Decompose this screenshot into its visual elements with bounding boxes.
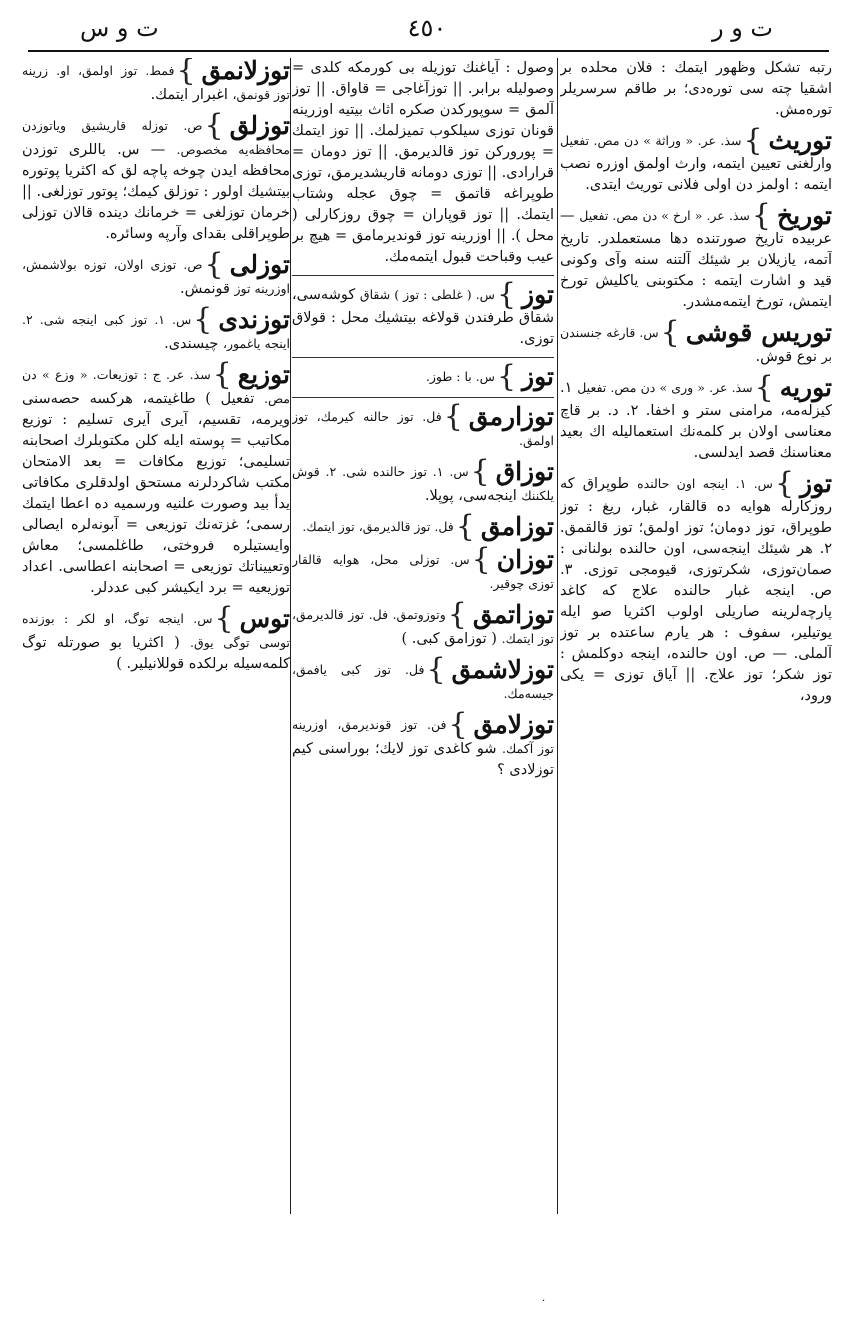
entry-separator [292,397,554,398]
entry-headword: توس [239,604,290,633]
brace-glyph: } [455,509,475,544]
dictionary-entry [22,302,290,355]
dictionary-entry [560,198,832,313]
dictionary-entry [292,597,554,650]
entry-definition: تفعيل ) طاغيتمه، هركسه حصه‌سنی ويرمه، تقسيم، آيری آيری تسليم : توزيع مكاتيب = پوسته ايله كلن مكتوبلرك اصحابنه تسليمی؛ توزيع مكافات = بعد الامتحان مكتب شاكردلرنه مستحق اولدقلری مكافاتی يدأ بيد وصورت علنيه ورسميه ده اعطا ايتمك رسمی؛ غزته‌نك توزيعی = آبونه‌لره ايصالی وايستيلره فروختی، طاغلمسی؛ معاش وتعييناتك توزيعی = اصحابنه اعطاسی. اعداد توزيعيه = برد ايكيشر كبی عددلر. [22,391,290,596]
entry-grammar: س. قارغه جنسندن بر [560,325,832,364]
entry-headword: توزاتمق [472,600,554,629]
entry-grammar: فمط. توز اولمق، او. زرينه توز قونمق، [22,63,290,102]
header-rule [28,50,829,52]
column-right [560,58,832,1234]
entry-grammar: سذ. عر. « ارخ » دن مص. تفعيل [579,208,750,223]
entry-headword: توريس قوشی [685,318,832,347]
brace-glyph: } [743,123,763,158]
brace-glyph: } [212,357,232,392]
brace-glyph: } [751,198,771,233]
brace-glyph: } [470,454,490,489]
page-number: ٤٥٠ [407,14,447,42]
brace-glyph: } [426,652,446,687]
entry-headword: توزيع [237,360,290,389]
entry-headword: توزندی [218,305,290,334]
brace-glyph: } [193,302,213,337]
entry-definition: كوشه‌سی، شقاق طرفندن قولاغه بيتشيك محل : قولاق توزی. [292,287,554,347]
brace-glyph: } [496,359,517,394]
entry-headword: توزان [496,545,554,574]
entry-headword: توريث [768,126,832,155]
dictionary-entry [292,454,554,507]
brace-glyph: } [447,597,467,632]
running-head-right: ت و ر [711,14,773,42]
entry-separator [292,275,554,276]
brace-glyph: } [204,108,224,143]
column-divider [290,58,291,1214]
entry-grammar: فن. توز قونديرمق، اوزرينه توز آكمك. [292,717,554,756]
brace-glyph: } [443,399,463,434]
footer-mark: · [542,1296,546,1307]
entry-headword: توزلی [229,250,290,279]
entry-definition: نوع قوش. [755,349,817,365]
brace-glyph: } [214,601,234,636]
entry-grammar: ص. توزی اولان، توزه بولاشمش، اوزرينه توز [22,257,290,296]
entry-definition: چيسندی. [164,336,219,352]
entry-headword: توزامق [480,512,554,541]
dictionary-entry [22,247,290,300]
dictionary-entry [292,58,554,268]
dictionary-entry [560,315,832,368]
column-left [22,58,290,1234]
dictionary-entry [560,58,832,121]
dictionary-entry [292,359,554,394]
entry-grammar: س. ١. توز كبی اينجه شی. ٢. اينجه ياغمور، [22,312,290,351]
dictionary-entry [560,123,832,196]
entry-grammar: فل. توز حالنه كيرمك، توز اولمق. [292,409,554,448]
dictionary-entry [292,399,554,452]
entry-definition: ( توزامق كبی. ) [401,631,497,647]
entry-grammar: ص. توزله قاريشيق وياتوزدن محافظه‌يه مخصوص. [22,118,290,157]
brace-glyph: } [176,58,196,88]
entry-definition: شو كاغدی توز لايك؛ بوراسنی كيم توزلادی ؟ [292,741,554,778]
entry-headword: توز [800,469,832,498]
entry-definition: طوپراق كه روزكارله هوايه ده قالقار، غبار، ريغ : توز طوپراق، توز دومان؛ توز اولمق؛ توز قالقمق. ٢. هر شيئك اينجه‌سی، اون حالنده بولنانی : صمان‌توزی، شكرتوزی، قيومجی توزی. ٣. ص. اينجه غبار حالنده علاج كه كاغد پارچه‌لرينه صاريلی اولوب اكثريا صو ايله يوتيلير، سفوف : هر يارم ساعتده بر توز آلملی. — ص. اون حالنده، اينجه دوكلمش : توز شكر؛ توز علاج. || آياق توزی = يكی ورود، [560,476,832,704]
entry-grammar: وتوزوتمق. فل. توز قالديرمق، توز ايتمك. [292,607,554,646]
brace-glyph: } [204,247,224,282]
brace-glyph: } [774,466,795,501]
entry-grammar: فل. توز قالديرمق، توز ايتمك. [302,519,454,534]
dictionary-entry [22,108,290,245]
entry-headword: توزارمق [468,402,554,431]
brace-glyph: } [754,370,774,405]
brace-glyph: } [660,315,680,350]
entry-headword: توزلاشمق [451,655,554,684]
entry-definition: وصول : آياغنك توزيله بی كورمكه كلدی = وصوليله برابر. || توزآغاجی = قاواق. || توز آلمق = سوپوركدن صكره اثاث بيتيه اوزرينه قونان توزی سيلكوب تميزلمك. || توز ايتمك = پوروركن توز قالديرمق. || توز دومان = قرارادی. || توزی دومانه قاريشديرمق، توزی طوپراغه قاتمق = چوق عجله وشتاب ايتمك. || توز قوپاران = چوق روزكارلی ( محل ). || اوزرينه توز قونديرمامق = هيچ بر عيب وقباحت قبول ايتمه‌مك. [292,60,554,265]
dictionary-entry [22,58,290,106]
entry-grammar: س. توزلی محل، هوايه قالقار توزی چوقير. [292,552,554,591]
dictionary-entry [292,542,554,595]
entry-grammar: سذ. عر. ج : توزيعات. « وزع » دن مص. [22,367,290,406]
brace-glyph: } [471,542,491,577]
entry-definition: رتبه تشكل وظهور ايتمك : فلان محلده بر اشقيا چته سی توره‌دی؛ بر طاقم سرسريلر تورەمش. [560,60,832,118]
entry-grammar: سذ. عر. « وراثة » دن مص. تفعيل [560,133,742,148]
entry-grammar: س. اينجه توگ، او لكر : بوزنده توسی توگی يوق. [22,611,290,650]
entry-grammar: فل. توز كبی يافمق، جيسه‌مك. [292,662,554,701]
column-middle [292,58,554,1234]
entry-definition: ( اكثريا بو صورتله توگ كلمه‌سيله برلكده قوللانيلير. ) [22,635,290,672]
entry-headword: توريخ [776,201,832,230]
entry-grammar: س. ١. توز حالنده شی. ٢. قوش يلكننك [292,464,554,503]
dictionary-entry [292,509,554,544]
entry-separator [292,357,554,358]
entry-grammar: س. ( غلطی : توز ) شقاق [359,287,495,302]
column-divider [557,58,558,1214]
entry-headword: توريه [779,373,832,402]
dictionary-entry [560,370,832,464]
entry-definition: — س. باللری توزدن محافظه ايدن چوخه پاچه لق كه اكثريا پوتوره بيتشيك اولور : توزلق كيمك؛ پوتور توزلغی. || خرمان توزلغی = خرمانك دينده قالان توزلی طوپراقلی بقدای وآرپه وسائره. [22,142,290,242]
dictionary-entry [560,466,832,707]
brace-glyph: } [448,707,468,742]
entry-definition: اغبرار ايتمك. [150,87,228,103]
entry-definition: ١. كيزله‌مه، مرامنی ستر و اخفا. ٢. د. بر قاچ معناسی اولان بر كلمه‌نك استعمالیله اك بعيد معناسنك قصد ايدلسی. [560,380,832,461]
entry-headword: توزاق [495,457,554,486]
entry-definition: — عربيده تاريخ صورتنده دها مستعملدر. تاريخ آتمه، يازيلان بر شيئك آلتنه سنه وآی وكونی قيد و اشارت ايتمه : مكتوبنی ياكليش تورخ ايتمش، تورخ ايتمه‌مشدر. [560,208,832,310]
entry-headword: توزلامق [473,710,554,739]
dictionary-entry [292,277,554,350]
entry-headword: توزلق [229,111,290,140]
dictionary-entry [22,601,290,675]
entry-headword: توز [522,280,554,309]
dictionary-entry [22,357,290,599]
entry-grammar: س. با : طوز. [425,369,495,384]
entry-definition: وارلغنی تعيين ايتمه، وارث اولمق اوزره نصب ايتمه : اولمز دن اولی فلانی توريث ايتدی. [560,156,832,193]
entry-headword: توزلانمق [201,58,290,85]
brace-glyph: } [496,277,517,312]
dictionary-entry [292,652,554,705]
entry-definition: اينجه‌سی، پوپلا. [424,488,517,504]
entry-grammar: س. ١. اينجه اون حالنده [637,476,773,491]
entry-grammar: سذ. عر. « وری » دن مص. تفعيل [577,380,753,395]
entry-definition: قونمش. [179,281,230,297]
running-head-left: ت و س [80,14,159,42]
entry-headword: توز [522,362,554,391]
dictionary-entry [292,707,554,781]
